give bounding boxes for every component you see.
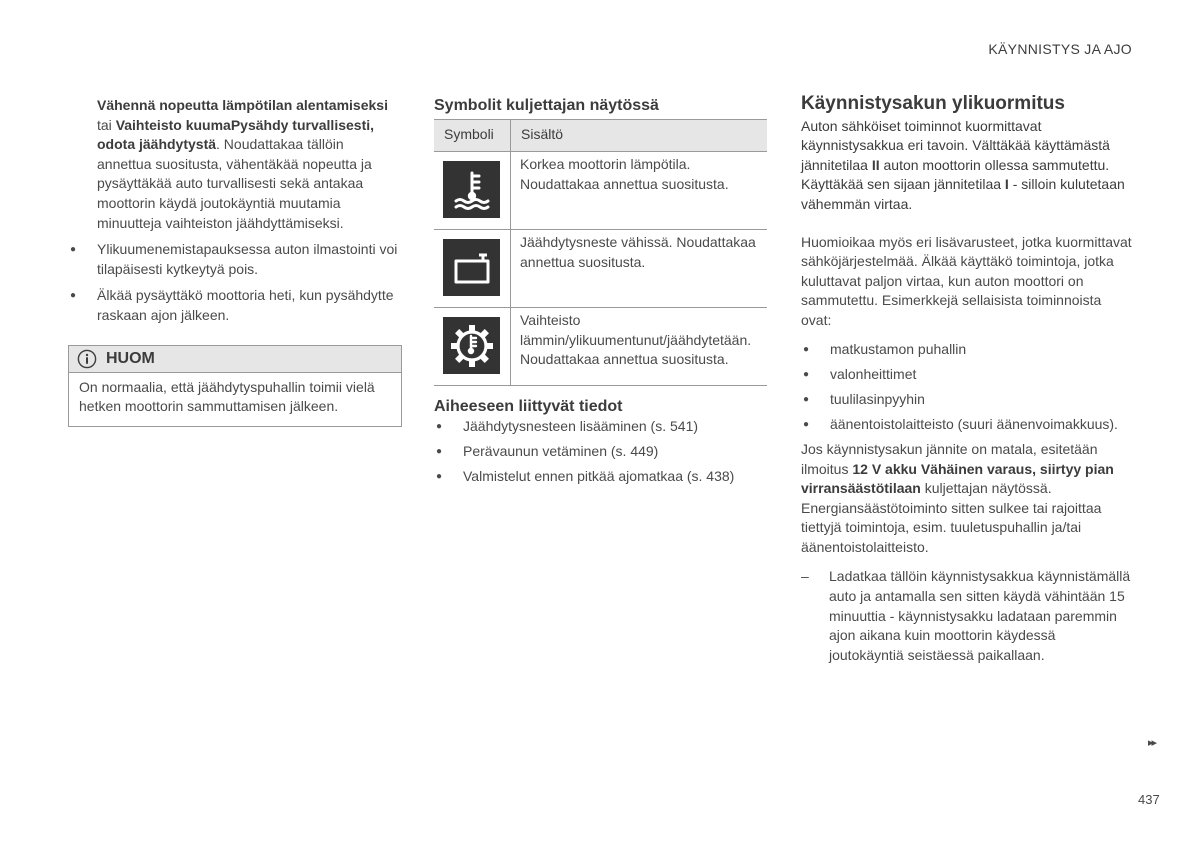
section-title: Käynnistysakun ylikuormitus <box>801 93 1065 114</box>
table-row <box>434 152 767 230</box>
low-voltage-text: kuljettajan näytössä. Energiansäästötoiminto sitten sulkee tai rajoittaa tiettyjä toimintoja, esim. tuuletuspuhallin ja/tai äänentoistolaitteisto. <box>801 480 1102 555</box>
note-title: HUOM <box>106 349 155 367</box>
list-item: ● äänentoistolaitteisto (suuri äänenvoimakkuus). <box>801 415 1133 435</box>
transmission-temperature-icon <box>449 323 495 369</box>
related-link[interactable]: ● Perävaunun vetäminen (s. 449) <box>434 442 767 462</box>
list-item: ● valonheittimet <box>801 365 1133 385</box>
intro-text: - silloin kulutetaan vähemmän virtaa. <box>801 176 1125 212</box>
symbol-cell <box>434 152 511 230</box>
related-title: Aiheeseen liittyvät tiedot <box>434 398 623 416</box>
low-voltage-text: Jos käynnistysakun jännite on matala, esitetään ilmoitus <box>801 440 1098 477</box>
content-cell: Vaihteisto lämmin/ylikuumentunut/jäähdytetään. Noudattakaa annettua suositusta. <box>511 308 768 386</box>
ignition-mode-ii: II <box>871 156 880 173</box>
accessories-paragraph: Huomioikaa myös eri lisävarusteet, jotka kuormittavat sähköjärjestelmää. Älkää käyttäkö toimintoja, jotka kuluttavat paljon virtaa, kun auton moottori on sammutettu. Esimerkkejä sellaisista toiminnoista ovat: <box>801 233 1132 328</box>
content-cell: Jäähdytysneste vähissä. Noudattakaa annettua suositusta. <box>511 230 768 308</box>
message-reduce-speed: Vähennä nopeutta lämpötilan alentamiseksi <box>97 97 388 113</box>
table-header-row <box>434 119 767 152</box>
content-cell: Korkea moottorin lämpötila. Noudattakaa annettua suositusta. <box>511 152 768 230</box>
list-item: ● Ylikuumenemistapauksessa auton ilmastointi voi tilapäisesti kytkeytyä pois. <box>68 240 402 279</box>
related-link[interactable]: ● Jäähdytysnesteen lisääminen (s. 541) <box>434 417 767 437</box>
power-consumers-list <box>801 340 1133 435</box>
intro-text: auton moottorin ollessa sammutettu. Käyttäkää sen sijaan jännitetilaa <box>801 156 1110 193</box>
column-header-content: Sisältö <box>511 119 768 152</box>
symbols-title: Symbolit kuljettajan näytössä <box>434 97 659 114</box>
table-row <box>434 230 767 308</box>
list-item: ● matkustamon puhallin <box>801 340 1133 360</box>
note-header <box>69 346 401 373</box>
low-voltage-paragraph <box>801 440 1133 558</box>
double-arrow-right-icon: ▸▸ <box>1148 737 1156 749</box>
note-text: On normaalia, että jäähdytyspuhallin toimii vielä hetken moottorin sammuttamisen jälkeen. <box>79 378 375 415</box>
or-text: tai <box>97 116 116 133</box>
section-header: KÄYNNISTYS JA AJO <box>988 41 1132 57</box>
ignition-mode-i: I <box>1004 176 1009 193</box>
coolant-temperature-icon <box>450 168 494 212</box>
intro-paragraph <box>801 117 1133 215</box>
note-box <box>68 345 402 427</box>
instruction-text: . Noudattakaa tällöin annettua suositusta, vähentäkää nopeutta ja pysäyttäkää auto turvallisesti sekä antakaa moottorin käydä joutokäyntiä muutamia minuutteja vaihteiston jäähdyttämiseksi. <box>97 136 372 231</box>
symbols-table <box>434 119 767 387</box>
column-left <box>68 96 402 427</box>
column-middle <box>434 96 767 492</box>
symbol-cell <box>434 308 511 386</box>
overheat-paragraph <box>68 96 402 233</box>
list-item: ● Älkää pysäyttäkö moottoria heti, kun pysähdytte raskaan ajon jälkeen. <box>68 286 402 325</box>
related-link[interactable]: ● Valmistelut ennen pitkää ajomatkaa (s. 438) <box>434 467 767 487</box>
info-icon <box>77 349 97 369</box>
message-low-battery: 12 V akku Vähäinen varaus, siirtyy pian virransäästötilaan <box>801 460 1114 497</box>
coolant-level-icon <box>450 246 494 290</box>
related-links <box>434 417 767 487</box>
charging-instruction: – Ladatkaa tällöin käynnistysakkua käynnistämällä auto ja antamalla sen sitten käydä vähintään 15 minuuttia - käynnistysakku ladataan paremmin ajon aikana kuin moottorin käydessä joutokäyntiä seistäessä paikallaan. <box>801 567 1133 665</box>
symbol-cell <box>434 230 511 308</box>
table-row <box>434 308 767 386</box>
column-right <box>801 94 1133 665</box>
intro-text: Auton sähköiset toiminnot kuormittavat käynnistysakkua eri tavoin. Välttäkää käyttämästä jännitetilaa <box>801 117 1110 173</box>
page-number: 437 <box>1138 792 1160 807</box>
message-transmission-hot: Vaihteisto kuumaPysähdy turvallisesti, odota jäähdytystä <box>97 116 375 153</box>
column-header-symbol: Symboli <box>434 119 511 152</box>
overheat-bullets <box>68 240 402 325</box>
list-item: ● tuulilasinpyyhin <box>801 390 1133 410</box>
